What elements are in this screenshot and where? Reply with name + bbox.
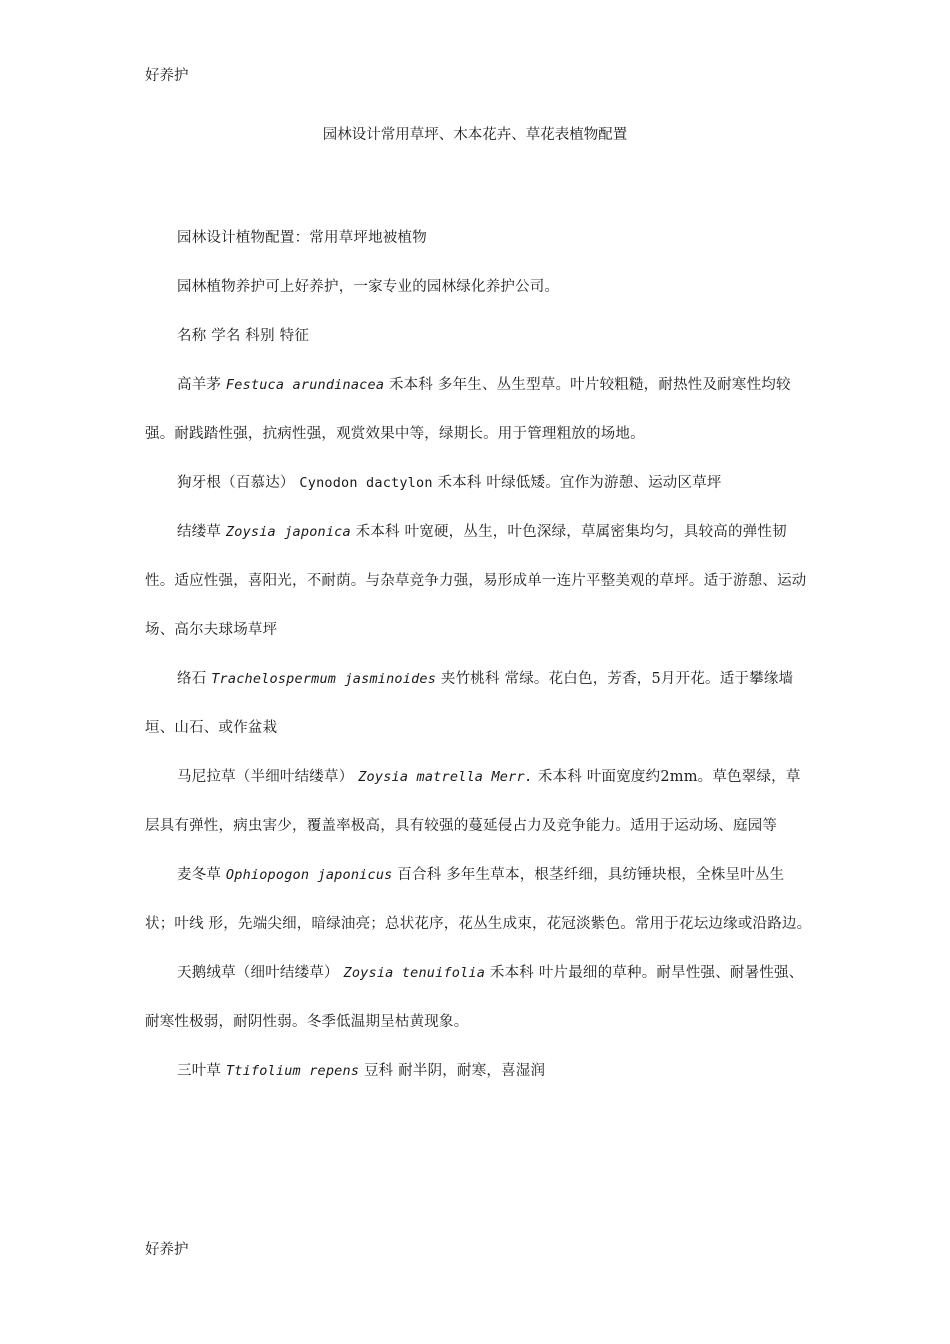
plant-name: 天鹅绒草（细叶结缕草） [177, 965, 339, 981]
plant-entry [145, 655, 813, 753]
paragraph-text: 名称 学名 科别 特征 [177, 328, 310, 344]
plant-name: 络石 [177, 671, 207, 687]
plant-name: 麦冬草 [177, 867, 222, 883]
plant-name: 高羊茅 [177, 377, 222, 393]
paragraph-text: 园林设计植物配置：常用草坪地被植物 [177, 230, 427, 246]
scientific-name: Zoysia tenuifolia [343, 965, 486, 981]
plant-description: 禾本科 叶面宽度约2mm。草色翠绿，草层具有弹性，病虫害少，覆盖率极高，具有较强的蔓延侵占力及竞争能力。适用于运动场、庭园等 [145, 769, 801, 834]
document-title: 园林设计常用草坪、木本花卉、草花表植物配置 [322, 127, 628, 143]
plant-entry [145, 508, 813, 655]
plant-description: 豆科 耐半阴，耐寒，喜湿润 [363, 1063, 546, 1079]
plant-description: 禾本科 叶宽硬，丛生，叶色深绿，草属密集均匀，具较高的弹性韧性。适应性强，喜阳光，不耐荫。与杂草竞争力强，易形成单一连片平整美观的草坪。适于游憩、运动场、高尔夫球场草坪 [145, 524, 807, 638]
scientific-name: Festuca arundinacea [225, 377, 385, 393]
plant-entry [145, 851, 813, 949]
plant-description: 禾本科 叶片最细的草种。耐旱性强、耐暑性强、耐寒性极弱，耐阴性弱。冬季低温期呈枯黄现象。 [145, 965, 804, 1030]
scientific-name: Trachelospermum jasminoides [211, 671, 437, 687]
page-footer: 好养护 [145, 1242, 189, 1258]
plant-entry [145, 753, 813, 851]
scientific-name: Ophiopogon japonicus [225, 867, 393, 883]
scientific-name: Zoysia japonica [225, 524, 351, 540]
plant-name: 狗牙根（百慕达） [177, 475, 295, 491]
plant-entry [145, 949, 813, 1047]
plant-description: 夹竹桃科 常绿。花白色，芳香，5月开花。适于攀缘墙垣、山石、或作盆栽 [145, 671, 794, 736]
scientific-name: Cynodon dactylon [299, 475, 433, 491]
plant-entry [145, 459, 813, 508]
plant-name: 结缕草 [177, 524, 222, 540]
page-header: 好养护 [145, 68, 189, 84]
document-body [145, 214, 813, 1096]
plant-entry [145, 1047, 813, 1096]
paragraph-text: 园林植物养护可上好养护，一家专业的园林绿化养护公司。 [177, 279, 560, 295]
column-headers [145, 312, 813, 361]
plant-description: 禾本科 多年生、丛生型草。叶片较粗糙，耐热性及耐寒性均较强。耐践踏性强，抗病性强，观赏效果中等，绿期长。用于管理粗放的场地。 [145, 377, 791, 442]
plant-name: 马尼拉草（半细叶结缕草） [177, 769, 354, 785]
scientific-name: Zoysia matrella Merr. [358, 769, 534, 785]
intro-paragraph [145, 263, 813, 312]
plant-name: 三叶草 [177, 1063, 222, 1079]
plant-description: 禾本科 叶绿低矮。宜作为游憩、运动区草坪 [437, 475, 722, 491]
section-heading [145, 214, 813, 263]
plant-entry [145, 361, 813, 459]
plant-description: 百合科 多年生草本，根茎纤细，具纺锤块根，全株呈叶丛生状；叶线 形，先端尖细，暗绿油亮；总状花序，花丛生成束，花冠淡紫色。常用于花坛边缘或沿路边。 [145, 867, 812, 932]
scientific-name: Ttifolium repens [225, 1063, 360, 1079]
